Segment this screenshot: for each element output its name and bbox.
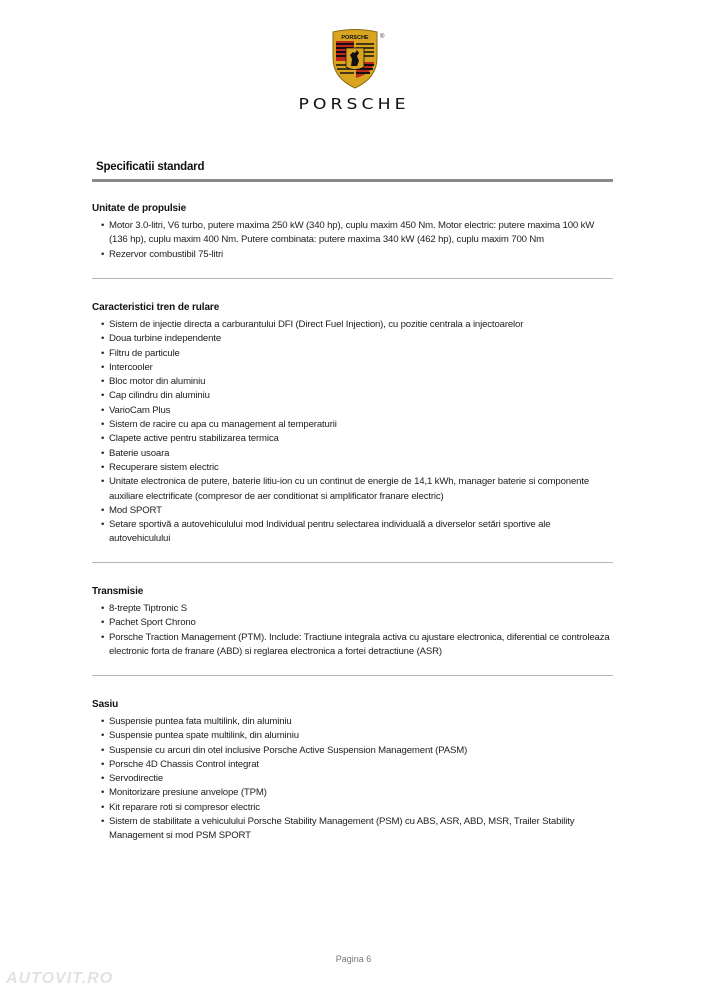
list-item: • Sistem de racire cu apa cu management al temperaturii bbox=[92, 418, 613, 432]
list-item: • Sistem de injectie directa a carburantului DFI (Direct Fuel Injection), cu pozitie centrala a injectoarelor bbox=[92, 318, 613, 332]
section-heading: Sasiu bbox=[92, 699, 119, 710]
section-caracteristici-tren-de-rulare bbox=[92, 302, 613, 547]
list-item: • Unitate electronica de putere, baterie litiu-ion cu un continut de energie de 14,1 kWh, manager baterie si componente auxiliare electrificate (compresor de aer conditionat si amplificator franare electric) bbox=[92, 475, 613, 504]
registered-mark: ® bbox=[380, 34, 385, 40]
list-item: • Suspensie puntea spate multilink, din aluminiu bbox=[92, 729, 613, 743]
section-divider bbox=[92, 675, 613, 676]
list-item: • Suspensie puntea fata multilink, din aluminiu bbox=[92, 715, 613, 729]
list-item: • Rezervor combustibil 75-litri bbox=[92, 248, 613, 262]
section-heading: Transmisie bbox=[92, 586, 144, 597]
list-item: • Monitorizare presiune anvelope (TPM) bbox=[92, 786, 613, 800]
list-item: • Intercooler bbox=[92, 361, 613, 375]
crest-text: PORSCHE bbox=[341, 34, 369, 41]
spec-list bbox=[92, 602, 613, 659]
list-item: • Recuperare sistem electric bbox=[92, 461, 613, 475]
title-divider bbox=[92, 179, 613, 182]
list-item: • Clapete active pentru stabilizarea termica bbox=[92, 432, 613, 446]
list-item: • Cap cilindru din aluminiu bbox=[92, 389, 613, 403]
document-header bbox=[0, 0, 707, 120]
list-item: • VarioCam Plus bbox=[92, 404, 613, 418]
list-item: • Motor 3.0-litri, V6 turbo, putere maxima 250 kW (340 hp), cuplu maxim 450 Nm. Motor electric: putere maxima 100 kW (136 hp), cuplu maxim 400 Nm. Putere combinata: putere maxima 340 kW (462 hp), cuplu maxim 700 Nm bbox=[92, 219, 613, 248]
autovit-watermark: AUTOVIT.RO bbox=[6, 970, 114, 987]
section-transmisie bbox=[92, 586, 613, 659]
spec-list bbox=[92, 318, 613, 547]
porsche-wordmark: PORSCHE bbox=[298, 95, 410, 113]
page-title: Specificatii standard bbox=[96, 161, 205, 173]
section-heading: Unitate de propulsie bbox=[92, 203, 187, 214]
page-number: Pagina 6 bbox=[335, 954, 372, 964]
spec-list bbox=[92, 715, 613, 844]
list-item: • 8-trepte Tiptronic S bbox=[92, 602, 613, 616]
list-item: • Doua turbine independente bbox=[92, 332, 613, 346]
list-item: • Pachet Sport Chrono bbox=[92, 616, 613, 630]
section-divider bbox=[92, 562, 613, 563]
list-item: • Sistem de stabilitate a vehiculului Porsche Stability Management (PSM) cu ABS, ASR, ABD, MSR, Trailer Stability Management si mod PSM SPORT bbox=[92, 815, 613, 844]
list-item: • Baterie usoara bbox=[92, 447, 613, 461]
section-heading: Caracteristici tren de rulare bbox=[92, 302, 220, 313]
list-item: • Servodirectie bbox=[92, 772, 613, 786]
porsche-crest-logo bbox=[330, 28, 380, 90]
section-sasiu bbox=[92, 699, 613, 844]
spec-list bbox=[92, 219, 613, 262]
list-item: • Porsche Traction Management (PTM). Include: Tractiune integrala activa cu ajustare electronica, diferential ce controleaza electronic forta de franare (ABD) si reglarea electronica a fortei detractiune (ASR) bbox=[92, 631, 613, 660]
list-item: • Kit reparare roti si compresor electric bbox=[92, 801, 613, 815]
list-item: • Bloc motor din aluminiu bbox=[92, 375, 613, 389]
list-item: • Setare sportivă a autovehiculului mod Individual pentru selectarea individuală a diverselor setări sportive ale autovehiculului bbox=[92, 518, 613, 547]
list-item: • Mod SPORT bbox=[92, 504, 613, 518]
list-item: • Filtru de particule bbox=[92, 347, 613, 361]
section-unitate-de-propulsie bbox=[92, 203, 613, 262]
list-item: • Porsche 4D Chassis Control integrat bbox=[92, 758, 613, 772]
section-divider bbox=[92, 278, 613, 279]
list-item: • Suspensie cu arcuri din otel inclusive Porsche Active Suspension Management (PASM) bbox=[92, 744, 613, 758]
